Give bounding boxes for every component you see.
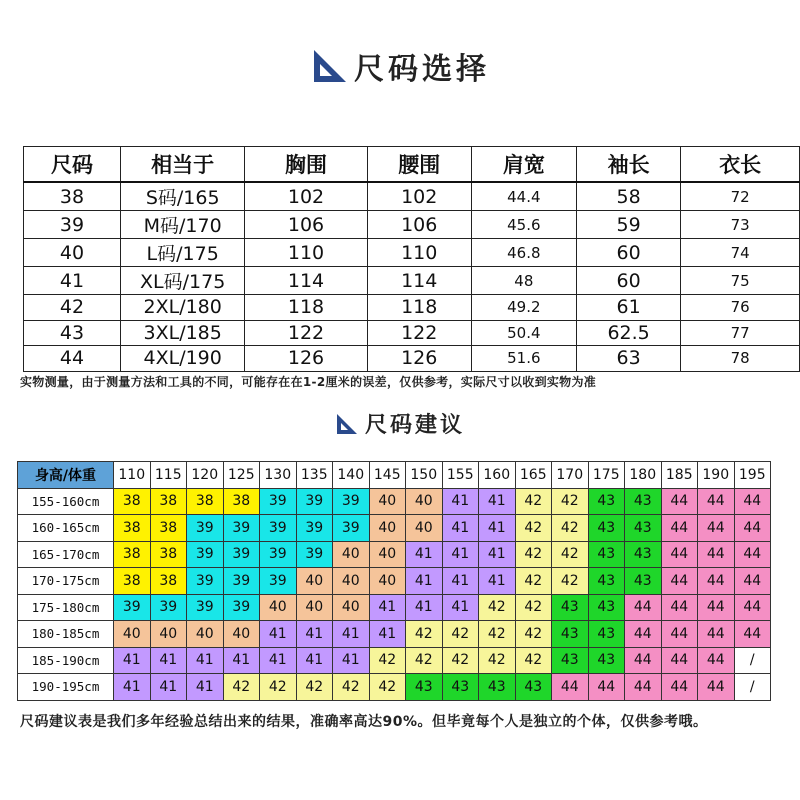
table-row (18, 674, 771, 701)
size-suggestion-cell: 38 (114, 488, 151, 515)
size-suggestion-cell: 38 (223, 488, 260, 515)
size-table-cell: 38 (24, 182, 121, 211)
size-suggestion-cell: 44 (734, 541, 771, 568)
size-table-cell: XL码/175 (120, 267, 244, 295)
size-table-cell: 106 (245, 211, 367, 239)
size-suggestion-cell: 40 (150, 621, 187, 648)
size-suggestion-cell: 42 (406, 647, 443, 674)
table-row (18, 647, 771, 674)
size-suggestion-cell: 39 (260, 568, 297, 595)
size-suggestion-cell: 41 (114, 647, 151, 674)
size-suggestion-cell: 42 (552, 488, 589, 515)
size-suggestion-cell: 40 (260, 594, 297, 621)
weight-header-cell: 140 (333, 462, 370, 489)
size-suggestion-cell: 42 (406, 621, 443, 648)
size-suggestion-cell: 41 (296, 621, 333, 648)
size-suggestion-cell: 42 (479, 621, 516, 648)
size-suggestion-cell: 40 (333, 541, 370, 568)
size-suggestion-cell: 44 (698, 515, 735, 542)
size-suggestion-cell: 39 (187, 541, 224, 568)
size-table-cell: 48 (471, 267, 576, 295)
size-table-cell: 102 (367, 182, 471, 211)
size-table-cell: 51.6 (471, 346, 576, 372)
section-title (0, 408, 800, 441)
size-suggestion-cell: 40 (369, 541, 406, 568)
size-suggestion-cell: 39 (187, 515, 224, 542)
size-table-cell: 118 (367, 295, 471, 321)
size-suggestion-cell: 44 (698, 594, 735, 621)
table-row (24, 211, 800, 239)
size-suggestion-cell: 41 (442, 541, 479, 568)
size-suggestion-cell: 39 (150, 594, 187, 621)
size-suggestion-cell: 42 (479, 594, 516, 621)
size-suggestion-cell: 39 (296, 541, 333, 568)
ruler-triangle-icon (335, 413, 359, 435)
size-suggestion-cell: 44 (661, 594, 698, 621)
size-suggestion-cell: 43 (625, 568, 662, 595)
size-suggestion-cell: 43 (479, 674, 516, 701)
size-suggestion-cell: 40 (406, 488, 443, 515)
size-suggestion-cell: 43 (552, 621, 589, 648)
height-range-cell: 160-165cm (18, 515, 114, 542)
table-row (18, 488, 771, 515)
size-suggestion-cell: 43 (625, 515, 662, 542)
size-suggestion-cell: 40 (187, 621, 224, 648)
size-table-cell: 44.4 (471, 182, 576, 211)
weight-header-cell: 145 (369, 462, 406, 489)
size-table-cell: 77 (681, 320, 800, 346)
size-table-cell: 126 (367, 346, 471, 372)
size-suggestion-cell: 39 (223, 594, 260, 621)
size-suggestion-cell: 44 (552, 674, 589, 701)
table-row (18, 594, 771, 621)
size-suggestion-cell: 41 (333, 621, 370, 648)
size-table-cell: 44 (24, 346, 121, 372)
size-suggestion-cell: 39 (296, 515, 333, 542)
size-table-cell: 114 (245, 267, 367, 295)
table-row (24, 182, 800, 211)
weight-header-cell: 115 (150, 462, 187, 489)
size-table-cell: 41 (24, 267, 121, 295)
weight-header-cell: 165 (515, 462, 552, 489)
size-suggestion-cell: 39 (187, 568, 224, 595)
size-table-cell: 42 (24, 295, 121, 321)
size-suggestion-cell: 44 (698, 674, 735, 701)
size-suggestion-cell: 44 (661, 568, 698, 595)
size-table-cell: 122 (245, 320, 367, 346)
size-suggestion-cell: 43 (406, 674, 443, 701)
size-suggestion-cell: 41 (479, 568, 516, 595)
size-suggestion-cell: 42 (552, 568, 589, 595)
size-suggestion-cell: 41 (187, 674, 224, 701)
size-suggestion-cell: 41 (223, 647, 260, 674)
size-suggestion-cell: 42 (515, 541, 552, 568)
size-suggestion-cell: 39 (260, 541, 297, 568)
size-suggestion-cell: 41 (479, 515, 516, 542)
size-suggestion-cell: 44 (734, 515, 771, 542)
size-table-cell: 60 (576, 267, 681, 295)
size-suggestion-cell: 38 (187, 488, 224, 515)
weight-header-cell: 170 (552, 462, 589, 489)
size-table-cell: 110 (367, 239, 471, 267)
size-table-header-cell: 袖长 (576, 147, 681, 183)
table-row (24, 267, 800, 295)
size-suggestion-cell: 44 (661, 674, 698, 701)
size-suggestion-cell: 38 (150, 568, 187, 595)
size-table-header-cell: 肩宽 (471, 147, 576, 183)
size-suggestion-cell: 44 (734, 488, 771, 515)
size-suggestion-cell: 42 (369, 674, 406, 701)
size-suggestion-cell: 43 (588, 515, 625, 542)
size-suggestion-cell: 44 (734, 568, 771, 595)
size-suggestion-cell: 38 (150, 541, 187, 568)
size-table-cell: 4XL/190 (120, 346, 244, 372)
size-suggestion-cell: 40 (223, 621, 260, 648)
size-suggestion-cell: 44 (588, 674, 625, 701)
table-row (18, 621, 771, 648)
size-suggestion-cell: 42 (333, 674, 370, 701)
size-suggestion-cell: 43 (442, 674, 479, 701)
size-suggestion-cell: 39 (187, 594, 224, 621)
size-suggestion-cell: 44 (625, 674, 662, 701)
size-suggestion-cell: 41 (406, 541, 443, 568)
weight-header-cell: 190 (698, 462, 735, 489)
size-suggestion-cell: / (734, 674, 771, 701)
size-table-cell: 46.8 (471, 239, 576, 267)
size-suggestion-cell: 38 (150, 488, 187, 515)
size-suggestion-cell: 42 (296, 674, 333, 701)
size-suggestion-cell: 43 (515, 674, 552, 701)
height-range-cell: 180-185cm (18, 621, 114, 648)
weight-header-cell: 155 (442, 462, 479, 489)
size-table-cell: 126 (245, 346, 367, 372)
weight-header-cell: 130 (260, 462, 297, 489)
size-suggestion-cell: 42 (479, 647, 516, 674)
size-suggestion-cell: 41 (442, 594, 479, 621)
size-suggestion-cell: 39 (223, 568, 260, 595)
size-suggestion-cell: 42 (442, 647, 479, 674)
size-suggestion-cell: 40 (333, 594, 370, 621)
size-table-header-cell: 尺码 (24, 147, 121, 183)
size-suggestion-cell: 39 (223, 541, 260, 568)
weight-header-cell: 125 (223, 462, 260, 489)
size-suggestion-cell: 41 (150, 647, 187, 674)
weight-header-cell: 150 (406, 462, 443, 489)
size-suggestion-cell: 41 (406, 568, 443, 595)
size-suggestion-cell: 41 (333, 647, 370, 674)
size-suggestion-cell: 41 (187, 647, 224, 674)
size-table-cell: 3XL/185 (120, 320, 244, 346)
size-table-cell: 45.6 (471, 211, 576, 239)
size-table-cell: M码/170 (120, 211, 244, 239)
weight-header-cell: 135 (296, 462, 333, 489)
size-suggestion-cell: 38 (150, 515, 187, 542)
size-suggestion-cell: 44 (734, 621, 771, 648)
size-suggestion-cell: 41 (442, 568, 479, 595)
size-table-cell: 63 (576, 346, 681, 372)
size-table-cell: 110 (245, 239, 367, 267)
size-suggestion-cell: 40 (296, 594, 333, 621)
height-weight-corner: 身高/体重 (18, 462, 114, 489)
size-table-header-cell: 腰围 (367, 147, 471, 183)
size-suggestion-cell: 39 (296, 488, 333, 515)
size-table-cell: 118 (245, 295, 367, 321)
ruler-triangle-icon (310, 48, 348, 84)
size-suggestion-cell: 44 (661, 515, 698, 542)
size-suggestion-cell: / (734, 647, 771, 674)
size-table-header-cell: 衣长 (681, 147, 800, 183)
suggestion-note: 尺码建议表是我们多年经验总结出来的结果，准确率高达90%。但毕竟每个人是独立的个体，仅供参考哦。 (20, 714, 708, 730)
size-table-cell: 62.5 (576, 320, 681, 346)
size-suggestion-cell: 40 (333, 568, 370, 595)
size-table-cell: 58 (576, 182, 681, 211)
size-suggestion-cell: 41 (442, 488, 479, 515)
suggestion-header-row (18, 462, 771, 489)
size-table-cell: 102 (245, 182, 367, 211)
size-suggestion-cell: 42 (515, 647, 552, 674)
size-suggestion-cell: 39 (333, 515, 370, 542)
size-suggestion-cell: 43 (588, 594, 625, 621)
weight-header-cell: 185 (661, 462, 698, 489)
table-row (24, 239, 800, 267)
measurement-note: 实物测量，由于测量方法和工具的不同，可能存在在1-2厘米的误差，仅供参考，实际尺寸以收到实物为准 (20, 375, 597, 389)
size-table (23, 146, 800, 372)
height-range-cell: 190-195cm (18, 674, 114, 701)
size-suggestion-cell: 41 (369, 621, 406, 648)
size-suggestion-cell: 42 (515, 488, 552, 515)
size-suggestion-cell: 43 (588, 541, 625, 568)
size-suggestion-cell: 41 (296, 647, 333, 674)
size-table-cell: 114 (367, 267, 471, 295)
section-title-text: 尺码建议 (364, 413, 465, 438)
size-suggestion-cell: 40 (296, 568, 333, 595)
size-suggestion-cell: 44 (698, 568, 735, 595)
size-suggestion-cell: 43 (588, 621, 625, 648)
size-table-cell: 61 (576, 295, 681, 321)
size-suggestion-table (17, 461, 771, 701)
size-suggestion-cell: 41 (479, 541, 516, 568)
size-suggestion-cell: 44 (661, 541, 698, 568)
size-suggestion-cell: 44 (625, 594, 662, 621)
size-suggestion-cell: 42 (515, 568, 552, 595)
page-title (0, 44, 800, 92)
size-suggestion-cell: 41 (114, 674, 151, 701)
size-suggestion-cell: 39 (260, 515, 297, 542)
size-table-cell: 73 (681, 211, 800, 239)
size-suggestion-cell: 43 (588, 647, 625, 674)
size-suggestion-cell: 42 (369, 647, 406, 674)
table-row (24, 320, 800, 346)
table-row (24, 295, 800, 321)
size-suggestion-cell: 41 (260, 621, 297, 648)
size-suggestion-cell: 44 (698, 621, 735, 648)
size-table-header (24, 147, 800, 183)
size-suggestion-cell: 44 (625, 647, 662, 674)
size-suggestion-cell: 40 (369, 515, 406, 542)
size-suggestion-cell: 39 (114, 594, 151, 621)
weight-header-cell: 195 (734, 462, 771, 489)
size-suggestion-cell: 40 (369, 568, 406, 595)
size-table-cell: 40 (24, 239, 121, 267)
size-table-cell: L码/175 (120, 239, 244, 267)
size-suggestion-cell: 44 (698, 541, 735, 568)
size-table-header-cell: 胸围 (245, 147, 367, 183)
size-suggestion-cell: 40 (406, 515, 443, 542)
size-suggestion-cell: 44 (661, 488, 698, 515)
size-suggestion-cell: 44 (661, 647, 698, 674)
size-suggestion-cell: 44 (734, 594, 771, 621)
size-suggestion-cell: 44 (698, 647, 735, 674)
size-table-cell: 74 (681, 239, 800, 267)
size-suggestion-cell: 42 (223, 674, 260, 701)
size-table-cell: 59 (576, 211, 681, 239)
size-suggestion-cell: 41 (150, 674, 187, 701)
size-suggestion-cell: 42 (515, 515, 552, 542)
table-row (18, 515, 771, 542)
size-table-cell: 43 (24, 320, 121, 346)
size-table-cell: 60 (576, 239, 681, 267)
size-suggestion-cell: 44 (625, 621, 662, 648)
size-suggestion-cell: 43 (625, 488, 662, 515)
size-suggestion-cell: 42 (260, 674, 297, 701)
weight-header-cell: 180 (625, 462, 662, 489)
size-suggestion-cell: 41 (406, 594, 443, 621)
size-table-cell: 78 (681, 346, 800, 372)
size-table-cell: 39 (24, 211, 121, 239)
size-suggestion-cell: 39 (260, 488, 297, 515)
size-suggestion-cell: 41 (260, 647, 297, 674)
table-row (18, 568, 771, 595)
height-range-cell: 170-175cm (18, 568, 114, 595)
weight-header-cell: 160 (479, 462, 516, 489)
size-suggestion-cell: 38 (114, 568, 151, 595)
size-table-cell: 49.2 (471, 295, 576, 321)
weight-header-cell: 175 (588, 462, 625, 489)
size-suggestion-cell: 42 (515, 621, 552, 648)
size-suggestion-cell: 40 (114, 621, 151, 648)
size-table-cell: 2XL/180 (120, 295, 244, 321)
size-suggestion-cell: 41 (369, 594, 406, 621)
height-range-cell: 155-160cm (18, 488, 114, 515)
size-table-cell: 50.4 (471, 320, 576, 346)
size-suggestion-cell: 38 (114, 541, 151, 568)
size-suggestion-cell: 41 (442, 515, 479, 542)
size-suggestion-cell: 43 (625, 541, 662, 568)
size-suggestion-cell: 39 (333, 488, 370, 515)
size-table-cell: 76 (681, 295, 800, 321)
height-range-cell: 165-170cm (18, 541, 114, 568)
size-suggestion-cell: 39 (223, 515, 260, 542)
size-suggestion-cell: 44 (698, 488, 735, 515)
size-table-cell: 72 (681, 182, 800, 211)
size-table-cell: S码/165 (120, 182, 244, 211)
size-table-header-cell: 相当于 (120, 147, 244, 183)
size-table-cell: 75 (681, 267, 800, 295)
height-range-cell: 175-180cm (18, 594, 114, 621)
height-range-cell: 185-190cm (18, 647, 114, 674)
size-suggestion-cell: 42 (442, 621, 479, 648)
table-row (24, 346, 800, 372)
size-suggestion-cell: 42 (552, 515, 589, 542)
size-suggestion-cell: 43 (588, 568, 625, 595)
size-suggestion-cell: 41 (479, 488, 516, 515)
weight-header-cell: 120 (187, 462, 224, 489)
size-suggestion-cell: 44 (661, 621, 698, 648)
size-suggestion-cell: 42 (552, 541, 589, 568)
size-suggestion-cell: 43 (552, 594, 589, 621)
table-row (18, 541, 771, 568)
size-suggestion-cell: 43 (552, 647, 589, 674)
page-title-text: 尺码选择 (354, 52, 490, 87)
size-suggestion-cell: 43 (588, 488, 625, 515)
size-table-cell: 106 (367, 211, 471, 239)
size-suggestion-cell: 42 (515, 594, 552, 621)
size-suggestion-cell: 40 (369, 488, 406, 515)
size-table-cell: 122 (367, 320, 471, 346)
weight-header-cell: 110 (114, 462, 151, 489)
size-suggestion-cell: 38 (114, 515, 151, 542)
